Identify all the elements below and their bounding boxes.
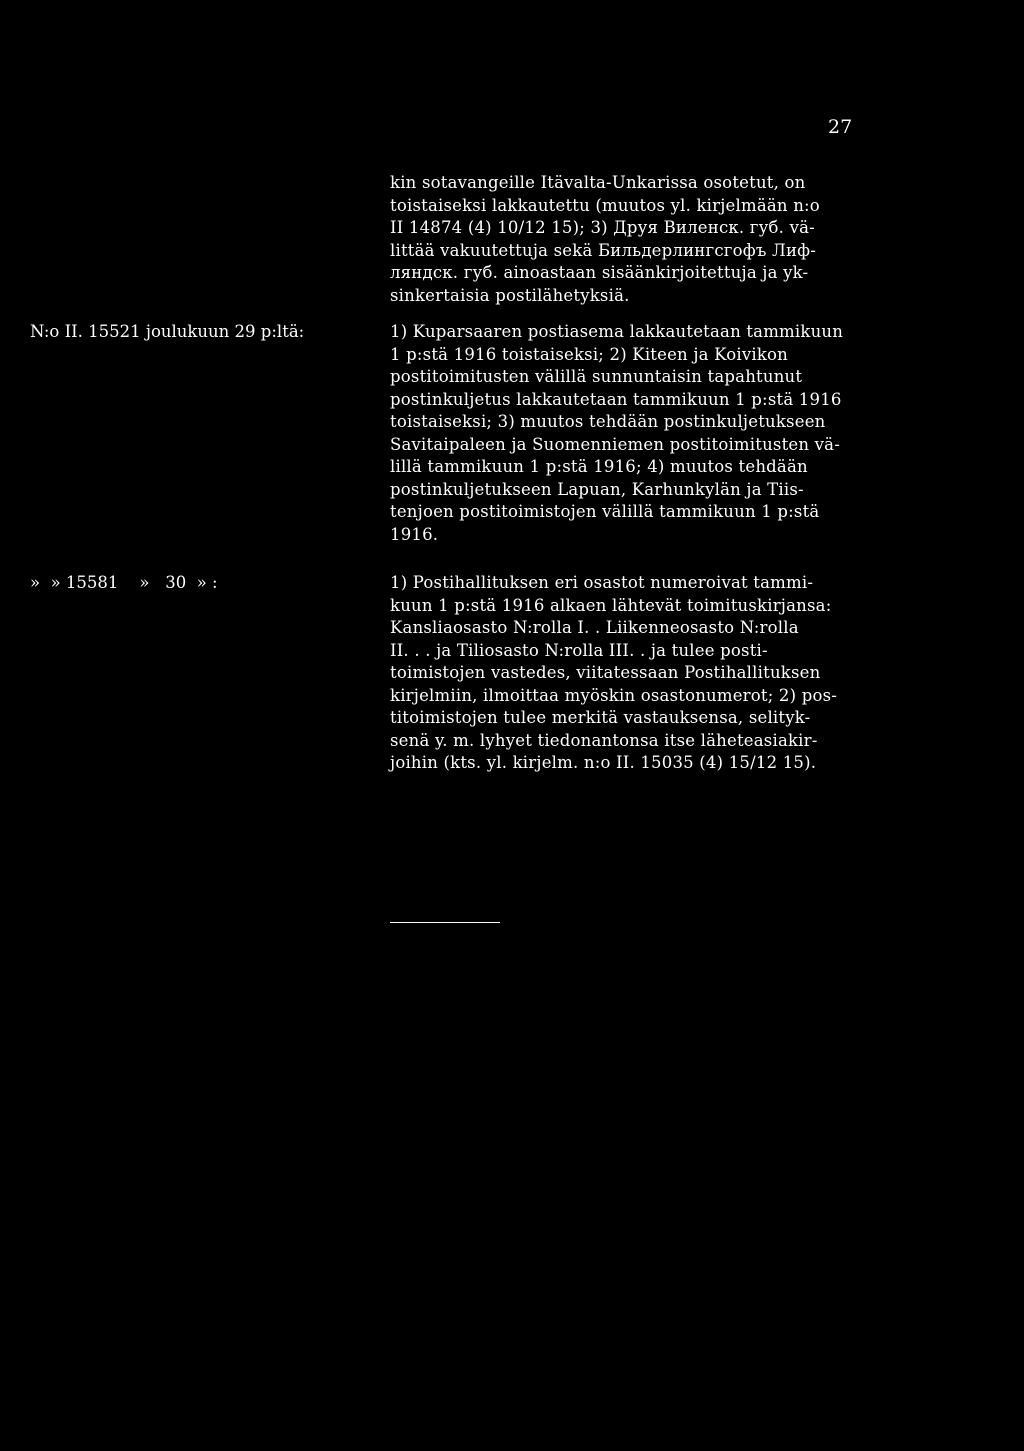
text-line: littää vakuutettuja sekä Бильдерлингсгофъ Лиф- [390,240,817,260]
text-line: sinkertaisia postilähetyksiä. [390,285,630,305]
section-divider [390,922,500,923]
text-line: titoimistojen tulee merkitä vastauksensa, selityk- [390,708,811,727]
continuation-paragraph [390,172,870,307]
text-line: Kansliaosasto N:rolla I. . Liikenneosasto N:rolla [390,618,799,637]
text-line: 1) Postihallituksen eri osastot numeroivat tammi- [390,573,814,592]
text-line: 1 p:stä 1916 toistaiseksi; 2) Kiteen ja Koivikon [390,344,788,364]
text-line: postinkuljetukseen Lapuan, Karhunkylän ja Tiis- [390,479,804,499]
text-line: 1916. [390,524,439,544]
page-number: 27 [828,116,853,138]
text-line: ляндск. губ. ainoastaan sisäänkirjoitettuja ja yk- [390,263,809,282]
text-line: II 14874 (4) 10/12 15); 3) Друя Виленск. губ. vä- [390,218,815,237]
entry-label: N:o II. 15521 joulukuun 29 p:ltä: [30,322,305,341]
text-line: joihin (kts. yl. kirjelm. n:o II. 15035 (4) 15/12 15). [390,753,817,772]
text-line: II. . . ja Tiliosasto N:rolla III. . ja tulee posti- [390,640,768,660]
text-line: kuun 1 p:stä 1916 alkaen lähtevät toimituskirjansa: [390,595,832,615]
text-line: toistaiseksi; 3) muutos tehdään postinkuljetukseen [390,412,826,431]
entry-label: » » 15581 » 30 » : [30,573,218,592]
text-line: toistaiseksi lakkautettu (muutos yl. kirjelmään n:o [390,195,820,215]
text-line: postinkuljetus lakkautetaan tammikuun 1 p:stä 1916 [390,389,842,409]
text-line: senä y. m. lyhyet tiedonantonsa itse läheteasiakir- [390,730,818,750]
entry-text [390,321,870,546]
text-line: 1) Kuparsaaren postiasema lakkautetaan tammikuun [390,322,844,341]
text-line: toimistojen vastedes, viitatessaan Postihallituksen [390,663,821,682]
text-line: kin sotavangeille Itävalta-Unkarissa osotetut, on [390,173,806,192]
text-line: postitoimitusten välillä sunnuntaisin tapahtunut [390,367,803,386]
text-line: tenjoen postitoimistojen välillä tammikuun 1 p:stä [390,502,820,521]
entry-text [390,572,870,775]
text-line: kirjelmiin, ilmoittaa myöskin osastonumerot; 2) pos- [390,685,838,705]
text-line: lillä tammikuun 1 p:stä 1916; 4) muutos tehdään [390,457,808,476]
text-line: Savitaipaleen ja Suomenniemen postitoimitusten vä- [390,434,840,454]
